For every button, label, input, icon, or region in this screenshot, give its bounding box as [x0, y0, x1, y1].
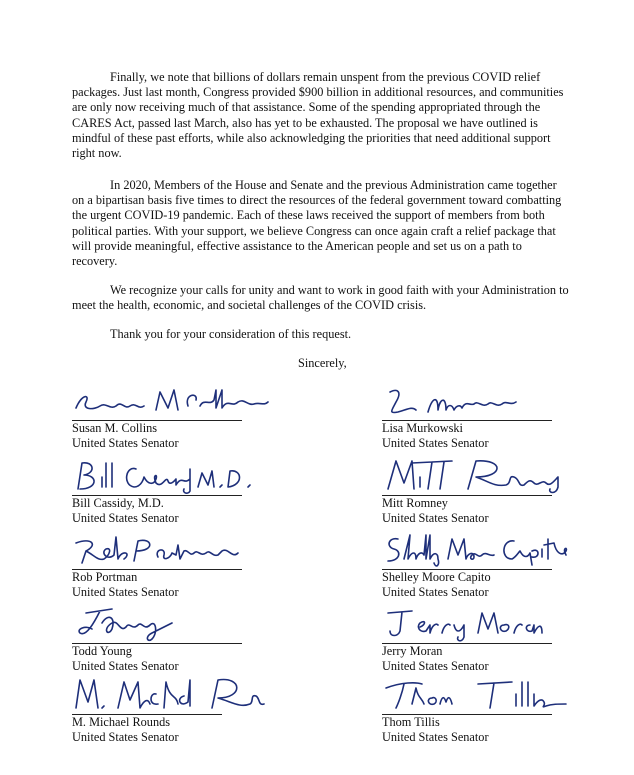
handwritten-signature [72, 455, 272, 495]
signatory-name: Lisa Murkowski [382, 421, 463, 435]
signatory-title: United States Senator [72, 510, 179, 525]
closing-salutation: Sincerely, [298, 356, 347, 370]
handwritten-signature [72, 603, 272, 643]
handwritten-signature [382, 455, 582, 495]
thank-you-line [110, 327, 570, 342]
signatory-title: United States Senator [72, 658, 179, 673]
paragraph-text: Thank you for your consideration of this request. [110, 327, 352, 341]
signature-block [72, 455, 272, 525]
paragraph-text: Finally, we note that billions of dollars remain unspent from the previous COVID relief packages. Just last month, Congress provided $900 billion in additional resources, and communities are only now receiving much of that assistance. Some of the spending appropriated through the CARES Act, passed last March, also has yet to be exhausted. The proposal we have outlined is mindful of these past efforts, while also acknowledging the priorities that need additional support right now. [72, 70, 564, 161]
handwritten-signature [382, 674, 582, 714]
body-paragraph [72, 178, 570, 269]
signatory-name: Mitt Romney [382, 496, 448, 510]
signatory-title: United States Senator [72, 729, 179, 744]
signature-block [72, 688, 272, 744]
signatory-name: Thom Tillis [382, 715, 440, 729]
signatory-title: United States Senator [382, 435, 489, 450]
signatory-name: Shelley Moore Capito [382, 570, 491, 584]
handwritten-signature [382, 603, 582, 643]
signature-block [72, 603, 272, 673]
signature-block [72, 529, 272, 599]
signatory-title: United States Senator [72, 584, 179, 599]
signatory-name: Jerry Moran [382, 644, 443, 658]
signatory-name: Bill Cassidy, M.D. [72, 496, 164, 510]
body-paragraph [72, 70, 570, 161]
handwritten-signature [72, 529, 272, 569]
signature-block [72, 380, 272, 450]
handwritten-signature [72, 674, 272, 714]
signature-block [382, 603, 582, 673]
handwritten-signature [72, 380, 272, 420]
signature-block [382, 529, 582, 599]
signature-block [382, 380, 582, 450]
signatory-title: United States Senator [382, 584, 489, 599]
signature-block [382, 688, 582, 744]
handwritten-signature [382, 529, 582, 569]
body-paragraph [72, 283, 570, 313]
signatory-title: United States Senator [72, 435, 179, 450]
handwritten-signature [382, 380, 582, 420]
signatory-name: Rob Portman [72, 570, 138, 584]
signatory-title: United States Senator [382, 729, 489, 744]
signatory-title: United States Senator [382, 510, 489, 525]
signatory-name: M. Michael Rounds [72, 715, 171, 729]
paragraph-text: In 2020, Members of the House and Senate and the previous Administration came together on a bipartisan basis five times to direct the resources of the federal government toward combatting the urgent COVID-19 pandemic. Each of these laws received the support of members from both political parties. With your support, we believe Congress can once again craft a relief package that will provide meaningful, effective assistance to the American people and set us on a path to recovery. [72, 178, 562, 269]
paragraph-text: We recognize your calls for unity and want to work in good faith with your Administration to meet the health, economic, and societal challenges of the COVID crisis. [72, 283, 569, 313]
signatory-name: Todd Young [72, 644, 132, 658]
signatory-title: United States Senator [382, 658, 489, 673]
signatory-name: Susan M. Collins [72, 421, 158, 435]
signature-block [382, 455, 582, 525]
